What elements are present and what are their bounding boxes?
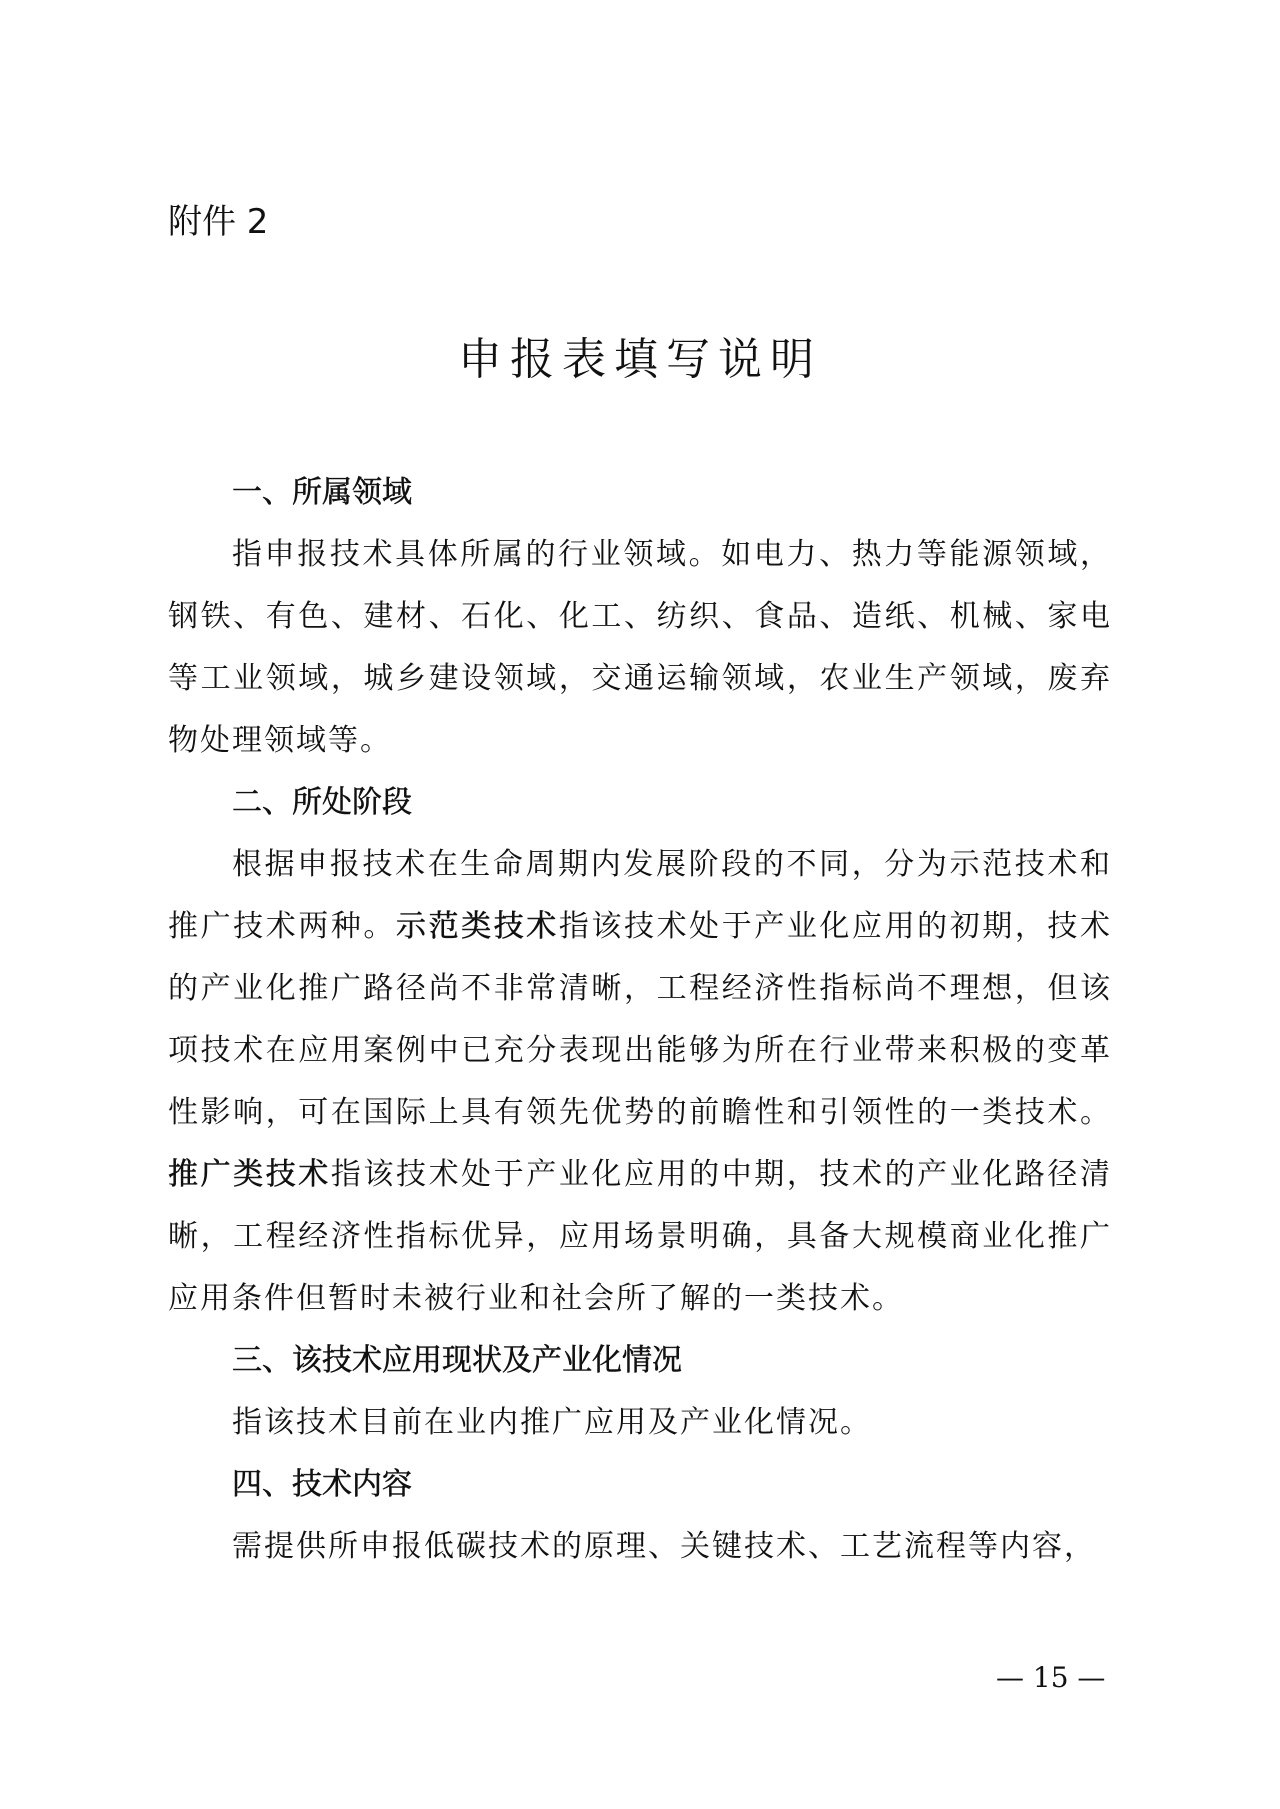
section-heading-domain: 一、所属领域 (232, 475, 412, 510)
page-number: — 15 — (996, 1661, 1106, 1694)
section-paragraph-domain: 指申报技术具体所属的行业领域。如电力、热力等能源领域，钢铁、有色、建材、石化、化工、纺织、食品、造纸、机械、家电等工业领域，城乡建设领域，交通运输领域，农业生产领域，废弃物处理领域等。 (168, 537, 1112, 758)
stage-text-intro: 根据申报技术在生命周期内发展阶段的不同，分为示范技术和推广技术两种。 (168, 847, 1112, 944)
attachment-label: 附件 2 (168, 202, 269, 242)
section-paragraph-content: 需提供所申报低碳技术的原理、关键技术、工艺流程等内容， (232, 1529, 1096, 1564)
section-heading-content: 四、技术内容 (232, 1467, 412, 1502)
stage-term-promotion: 推广类技术 (168, 1157, 331, 1192)
section-paragraph-status: 指该技术目前在业内推广应用及产业化情况。 (232, 1405, 872, 1440)
stage-term-demonstration: 示范类技术 (396, 909, 559, 944)
section-heading-status: 三、该技术应用现状及产业化情况 (232, 1343, 682, 1378)
stage-text-promotion: 指该技术处于产业化应用的中期，技术的产业化路径清晰，工程经济性指标优异，应用场景明确，具备大规模商业化推广应用条件但暂时未被行业和社会所了解的一类技术。 (168, 1157, 1113, 1316)
stage-text-demonstration: 指该技术处于产业化应用的初期，技术的产业化推广路径尚不非常清晰，工程经济性指标尚不理想，但该项技术在应用案例中已充分表现出能够为所在行业带来积极的变革性影响，可在国际上具有领先优势的前瞻性和引领性的一类技术。 (168, 909, 1113, 1130)
section-paragraph-stage (168, 834, 1112, 1330)
document-title: 申报表填写说明 (458, 334, 822, 385)
section-heading-stage: 二、所处阶段 (232, 785, 412, 820)
document-body (168, 462, 1112, 1578)
